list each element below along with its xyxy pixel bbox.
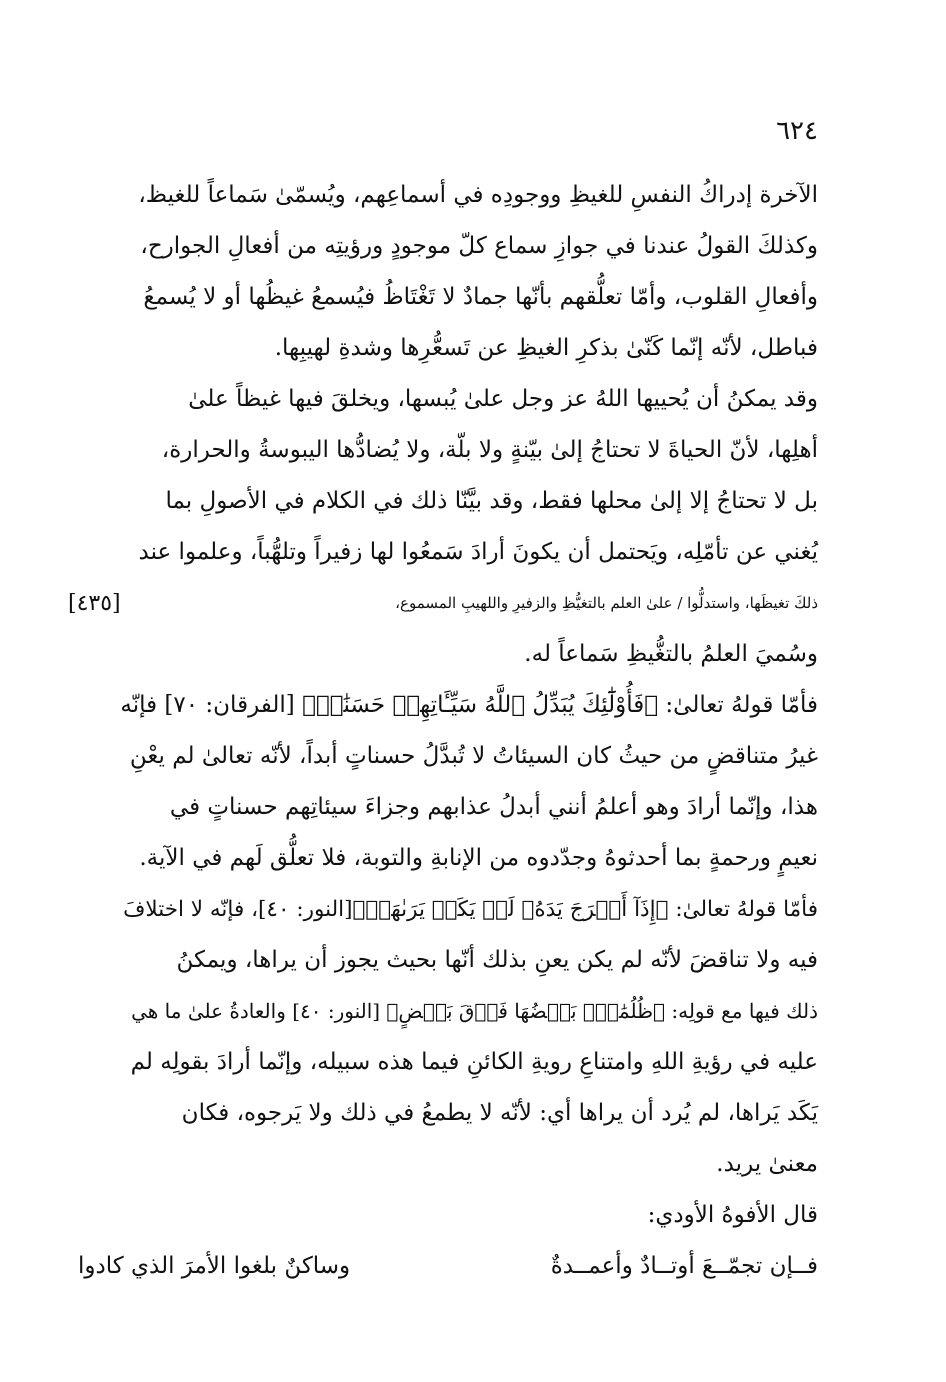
poetry-verse	[78, 1241, 818, 1292]
text-line	[68, 578, 818, 629]
text-line: فأمّا قولهُ تعالىٰ: ﴿فَأُوْلَٰٓئِكَ يُبَدِّلُ ٱللَّهُ سَيِّـَٔاتِهِمۡ حَسَنَٰتٖ﴾ [الفرقان: ٧٠] فإنّه	[120, 692, 818, 718]
paragraph-3	[118, 680, 818, 884]
text-line: فيه ولا تناقضَ لأنّه لم يكن يعنِ بذلك أنّها بحيث يجوز أن يراها، ويمكنُ	[176, 947, 818, 973]
text-line: وكذلكَ القولُ عندنا في جوازِ سماع كلّ موجودٍ ورؤيتِه من أفعالِ الجوارح،	[140, 233, 818, 259]
text-line: قال الأفوهُ الأودي:	[647, 1202, 818, 1228]
text-line: عليه في رؤيةِ اللهِ وامتناعِ رويةِ الكائنِ فيما هذه سبيله، وإنّما أرادَ بقولِه لم	[130, 1049, 818, 1075]
paragraph-2	[68, 374, 818, 680]
text-line: يُغني عن تأمّلِه، ويَحتمل أن يكونَ أرادَ سَمعُوا لها زفيراً وتلهُّباً، وعلموا عند	[138, 539, 818, 565]
text-line: وسُميَ العلمُ بالتغُّيظِ سَماعاً له.	[524, 641, 818, 667]
text-line: فباطل، لأنّه إنّما كَنّىٰ بذكرِ الغيظِ عن تَسعُّرِها وشدةِ لهيبِها.	[274, 335, 818, 361]
verse-first-hemistich: فــإن تجمّــعَ أوتــادٌ وأعمــدةٌ	[550, 1253, 818, 1279]
paragraph-1	[118, 170, 818, 374]
text-line: نعيمٍ ورحمةٍ بما أحدثوهُ وجدّدوه من الإنابةِ والتوبة، فلا تعلُّق لَهم في الآية.	[139, 845, 818, 871]
text-line: ذلك فيها مع قولِه: ﴿ظُلُمَٰتُۢ بَعۡضُهَا فَوۡقَ بَعۡضٍ﴾ [النور: ٤٠] والعادةُ علىٰ ما هي	[131, 999, 818, 1023]
text-line: معنىٰ يريد.	[716, 1151, 818, 1177]
text-line: وأفعالِ القلوب، وأمّا تعلُّقهم بأنّها جمادٌ لا تَغْتَاظُ فيُسمعُ غيظُها أو لا يُسمعُ	[143, 284, 818, 310]
margin-page-marker: [٤٣٥]	[68, 591, 121, 616]
text-line: الآخرة إدراكُ النفسِ للغيظِ ووجودِه في أسماعِهم، ويُسمّىٰ سَماعاً للغيظ،	[138, 182, 818, 208]
text-line: يَكَد يَراها، لم يُرد أن يراها أي: لأنّه لا يطمعُ في ذلك ولا يَرجوه، فكان	[181, 1100, 818, 1126]
text-line: هذا، وإنّما أرادَ وهو أعلمُ أنني أبدلُ عذابهم وجزاءَ سيئاتِهم حسناتٍ في	[169, 794, 818, 820]
paragraph-4	[118, 884, 818, 1190]
text-line: أهلِها، لأنّ الحياةَ لا تحتاجُ إلىٰ بيّنةٍ ولا بلّة، ولا يُضادُّها اليبوسةُ والحرارة،	[161, 437, 818, 463]
text-line: وقد يمكنُ أن يُحييها اللهُ عز وجل علىٰ يُبسها، ويخلقَ فيها غيظاً علىٰ	[188, 386, 818, 412]
paragraph-5	[118, 1190, 818, 1241]
text-line: بل لا تحتاجُ إلا إلىٰ محلها فقط، وقد بيَّنّا ذلك في الكلام في الأصولِ بما	[165, 488, 818, 514]
text-line-content: ذلكَ تغيظَها، واستدلُّوا / علىٰ العلم بالتغيُّظِ والزفيرِ واللهيبِ المسموع،	[395, 594, 818, 612]
body-text	[68, 170, 818, 1292]
page-number: ٦٢٤	[776, 116, 818, 146]
verse-second-hemistich: وساكنٌ بلغوا الأمرَ الذي كادوا	[78, 1253, 351, 1279]
text-line: غيرُ متناقضٍ من حيثُ كان السيئاتُ لا تُبدَّلُ حسناتٍ أبداً، لأنّه تعالىٰ لم يعْنِ	[129, 743, 818, 769]
text-line: فأمّا قولهُ تعالىٰ: ﴿إِذَآ أَخۡرَجَ يَدَهُۥ لَمۡ يَكَدۡ يَرَىٰهَاۗ﴾[النور: ٤٠]، فإنّه لا اختلافَ	[123, 897, 818, 922]
